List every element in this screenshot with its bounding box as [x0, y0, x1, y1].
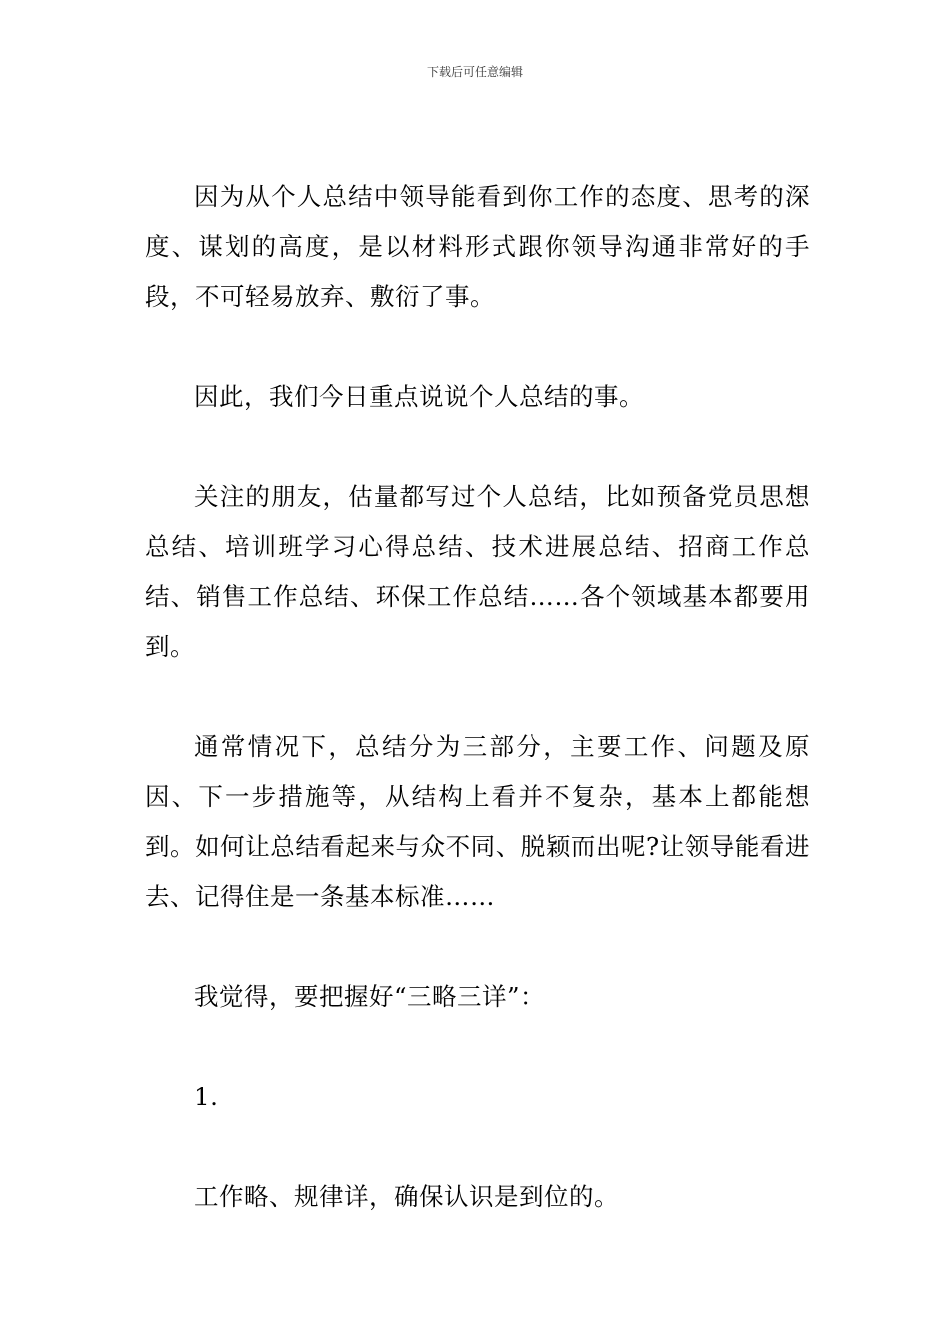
paragraph-summary-structure: 通常情况下，总结分为三部分，主要工作、问题及原因、下一步措施等，从结构上看并不复杂，基本上都能想到。如何让总结看起来与众不同、脱颖而出呢?让领导能看进去、记得住是一条基本标准…… [145, 732, 810, 911]
paragraph-first-principle: 工作略、规律详，确保认识是到位的。 [194, 1182, 619, 1211]
list-number-1: 1. [194, 1082, 219, 1111]
paragraph-today-topic: 因此，我们今日重点说说个人总结的事。 [194, 382, 644, 411]
document-body [145, 172, 810, 1272]
paragraph-summary-importance: 因为从个人总结中领导能看到你工作的态度、思考的深度、谋划的高度，是以材料形式跟你领导沟通非常好的手段，不可轻易放弃、敷衍了事。 [145, 182, 810, 311]
page-header-note: 下载后可任意编辑 [426, 65, 523, 79]
paragraph-three-principles: 我觉得，要把握好“三略三详”： [194, 982, 546, 1011]
paragraph-summary-types: 关注的朋友，估量都写过个人总结，比如预备党员思想总结、培训班学习心得总结、技术进展总结、招商工作总结、销售工作总结、环保工作总结……各个领域基本都要用到。 [145, 482, 810, 661]
